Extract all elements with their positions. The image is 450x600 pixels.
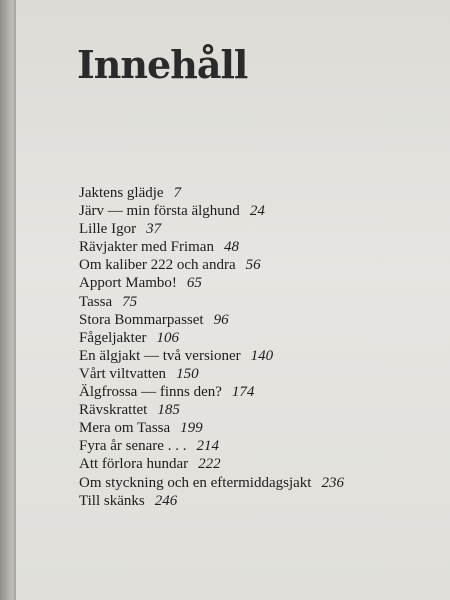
- toc-entry: [79, 347, 344, 365]
- toc-entry-page: 185: [157, 402, 180, 419]
- toc-entry-title: Jaktens glädje: [79, 185, 164, 201]
- toc-entry: [79, 256, 344, 274]
- toc-entry: [79, 492, 344, 510]
- toc-entry: [79, 220, 344, 238]
- table-of-contents: [79, 184, 344, 510]
- toc-entry: [79, 274, 344, 292]
- toc-entry-title: Järv — min första älghund: [79, 203, 240, 220]
- toc-entry-title: Till skänks: [79, 492, 145, 509]
- toc-entry-page: 96: [213, 311, 229, 328]
- toc-entry-page: 236: [321, 474, 344, 491]
- toc-entry-title: Fågeljakter: [79, 329, 147, 346]
- toc-entry-title: Om styckning och en eftermiddagsjakt: [79, 474, 312, 491]
- toc-entry-page: 56: [245, 257, 261, 274]
- toc-entry-title: Lille Igor: [79, 221, 137, 238]
- toc-entry: [79, 293, 344, 311]
- toc-entry-page: 37: [146, 221, 162, 238]
- toc-entry-page: 106: [156, 329, 179, 346]
- toc-entry: [79, 419, 344, 437]
- toc-entry-page: 48: [223, 239, 239, 256]
- toc-entry-page: 150: [176, 365, 199, 382]
- toc-entry: [79, 401, 344, 419]
- toc-entry-title: Rävskrattet: [79, 402, 148, 419]
- toc-entry-page: 7: [173, 185, 182, 201]
- toc-entry-page: 199: [180, 420, 203, 437]
- toc-entry-title: En älgjakt — två versioner: [79, 347, 241, 364]
- toc-entry-title: Apport Mambo!: [79, 275, 177, 292]
- toc-entry-page: 222: [198, 456, 221, 473]
- toc-entry-title: Stora Bommarpasset: [79, 311, 204, 328]
- toc-entry: [79, 202, 344, 220]
- page-title: Innehåll: [77, 42, 248, 87]
- toc-entry: [79, 184, 344, 202]
- page-edge: [14, 0, 16, 600]
- toc-entry-title: Att förlora hundar: [79, 456, 189, 473]
- toc-entry-title: Rävjakter med Friman: [79, 239, 214, 256]
- toc-entry-title: Fyra år senare . . .: [79, 438, 187, 455]
- toc-entry: [79, 455, 344, 473]
- toc-entry: [79, 238, 344, 256]
- toc-entry: [79, 329, 344, 347]
- toc-entry-page: 214: [196, 438, 219, 455]
- toc-entry-page: 140: [250, 347, 274, 364]
- toc-entry-title: Vårt viltvatten: [79, 365, 167, 382]
- toc-entry-page: 65: [186, 275, 202, 292]
- toc-entry-page: 174: [231, 384, 255, 401]
- toc-entry-page: 75: [122, 293, 138, 310]
- toc-entry-title: Älgfrossa — finns den?: [79, 384, 222, 401]
- toc-entry: [79, 437, 344, 455]
- toc-entry-title: Om kaliber 222 och andra: [79, 257, 236, 274]
- toc-entry: [79, 383, 344, 401]
- toc-entry-page: 24: [249, 203, 265, 220]
- toc-entry: [79, 311, 344, 329]
- toc-entry: [79, 365, 344, 383]
- toc-entry-title: Tassa: [79, 293, 113, 310]
- toc-entry: [79, 474, 344, 492]
- toc-entry-title: Mera om Tassa: [79, 420, 171, 437]
- toc-entry-page: 246: [154, 492, 178, 509]
